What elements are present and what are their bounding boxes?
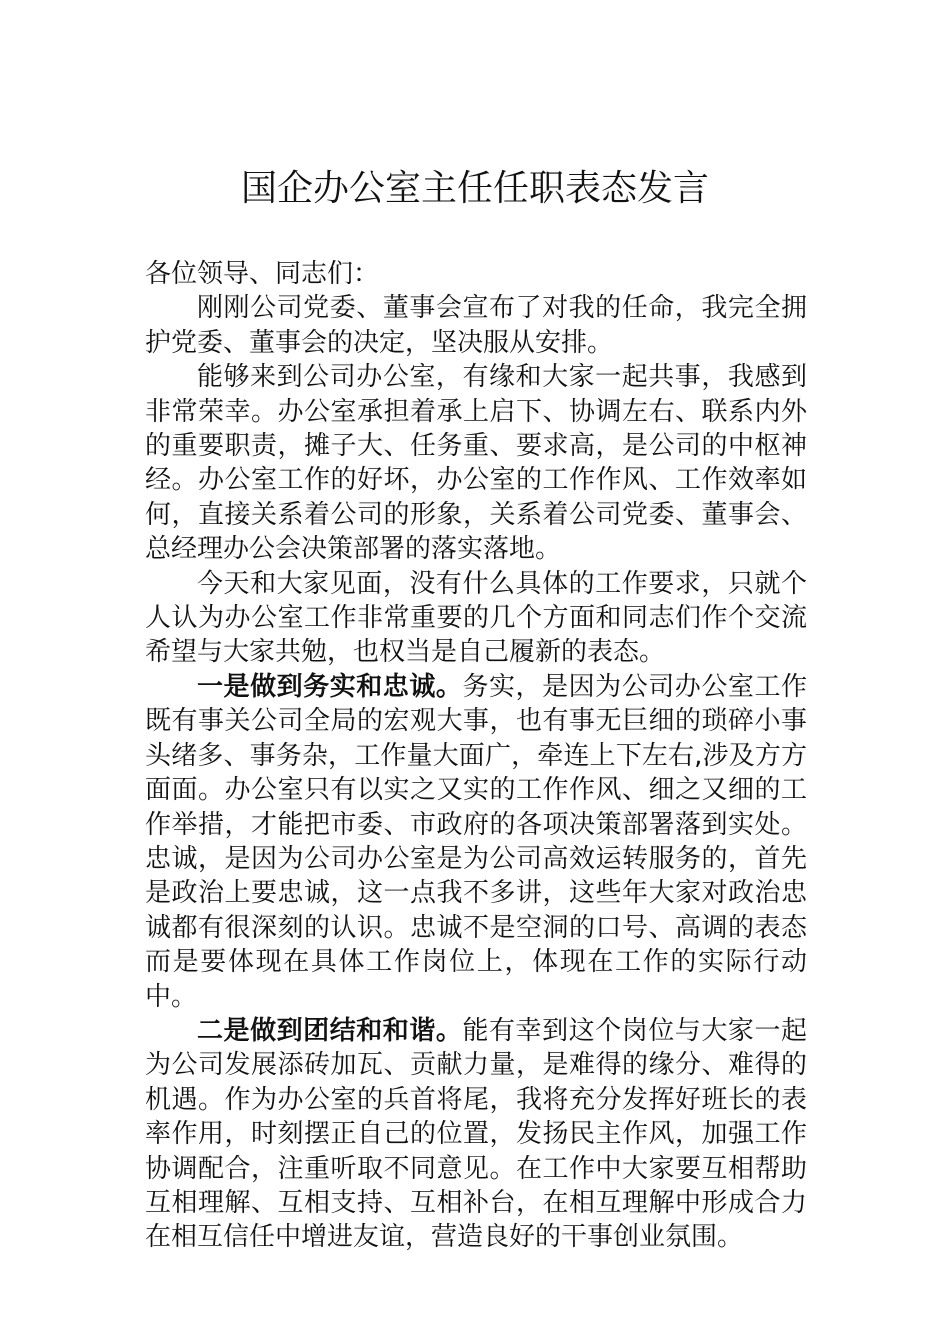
paragraph-lead-heading: 一是做到务实和忠诚。 [197, 671, 463, 702]
paragraph-text: 务实，是因为公司办公室工作既有事关公司全局的宏观大事，也有事无巨细的琐碎小事头绪多、事务杂，工作量大面广，牵连上下左右,涉及方方面面。办公室只有以实之又实的工作作风、细之又细的工作举措，才能把市委、市政府的各项决策部署落到实处。忠诚，是因为公司办公室是为公司高效运转服务的，首先是政治上要忠诚，这一点我不多讲，这些年大家对政治忠诚都有很深刻的认识。忠诚不是空洞的口号、高调的表态而是要体现在具体工作岗位上，体现在工作的实际行动中。 [145, 671, 807, 1012]
salutation: 各位领导、同志们： [145, 259, 380, 289]
paragraph-lead-heading: 二是做到团结和和谐。 [197, 1015, 463, 1046]
paragraph-text: 能够来到公司办公室，有缘和大家一起共事，我感到非常荣幸。办公室承担着承上启下、协调左右、联系内外的重要职责，摊子大、任务重、要求高，是公司的中枢神经。办公室工作的好坏，办公室的工作作风、工作效率如何，直接关系着公司的形象，关系着公司党委、董事会、总经理办公会决策部署的落实落地。 [145, 362, 807, 565]
paragraph [145, 670, 807, 1014]
paragraph-text: 能有幸到这个岗位与大家一起为公司发展添砖加瓦、贡献力量，是难得的缘分、难得的机遇。作为办公室的兵首将尾，我将充分发挥好班长的表率作用，时刻摆正自己的位置，发扬民主作风，加强工作协调配合，注重听取不同意见。在工作中大家要互相帮助互相理解、互相支持、互相补台，在相互理解中形成合力在相互信任中增进友谊，营造良好的干事创业氛围。 [145, 1015, 807, 1253]
paragraph-text: 今天和大家见面，没有什么具体的工作要求，只就个人认为办公室工作非常重要的几个方面和同志们作个交流希望与大家共勉，也权当是自己履新的表态。 [145, 568, 807, 668]
paragraph [145, 291, 807, 360]
document-body [145, 257, 807, 1255]
paragraph-text: 刚刚公司党委、董事会宣布了对我的任命，我完全拥护党委、董事会的决定，坚决服从安排。 [145, 293, 807, 358]
document-title: 国企办公室主任任职表态发言 [240, 168, 709, 209]
paragraph [145, 1014, 807, 1255]
paragraph [145, 567, 807, 670]
paragraph [145, 360, 807, 566]
